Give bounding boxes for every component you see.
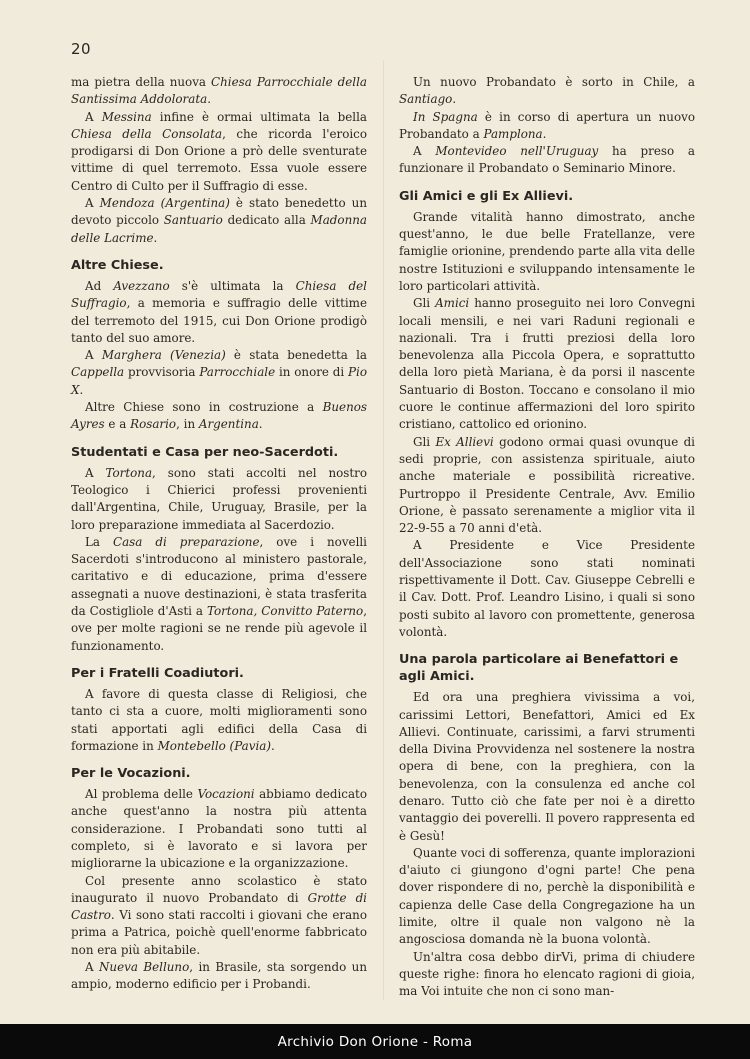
paragraph: Un'altra cosa debbo dirVi, prima di chiudere queste righe: finora ho elencato ragioni di gioia, ma Voi intuite che non ci sono man- — [399, 949, 695, 999]
paragraph: Ed ora una preghiera vivissima a voi, carissimi Lettori, Benefattori, Amici ed Ex Allievi. Continuate, carissimi, a farvi strumenti della Divina Provvidenza nel sostenere la nostra opera di bene, con la preghiera, con la benevolenza, con la consulenza ed anche col denaro. Tutto ciò che fate per noi è a diretto vantaggio dei poverelli. Il povero rappresenta ed è Gesù! — [399, 690, 695, 843]
paragraph: Ad Avezzano s'è ultimata la Chiesa del Suffragio, a memoria e suffragio delle vittime del terremoto del 1915, cui Don Orione prodigò tanto del suo amore. — [71, 278, 367, 345]
section-heading: Studentati e Casa per neo-Sacerdoti. — [71, 444, 339, 460]
left-column — [71, 74, 367, 994]
paragraph: A Tortona, sono stati accolti nel nostro Teologico i Chierici professi provenienti dall'Argentina, Chile, Uruguay, Brasile, per la loro preparazione immediata al Sacerdozio. — [71, 465, 367, 532]
paragraph: A Presidente e Vice Presidente dell'Associazione sono stati nominati rispettivamente il Dott. Cav. Giuseppe Cebrelli e il Cav. Dott. Prof. Leandro Lisino, i quali si sono posti subito al lavoro con promettente, generosa volontà. — [399, 538, 695, 639]
paragraph: A Mendoza (Argentina) è stato benedetto un devoto piccolo Santuario dedicato alla Madonna delle Lacrime. — [71, 196, 367, 245]
paragraph: A Nueva Belluno, in Brasile, sta sorgendo un ampio, moderno edificio per i Probandi. — [71, 960, 367, 992]
section-heading: Gli Amici e gli Ex Allievi. — [399, 188, 574, 204]
page-number: 20 — [71, 40, 92, 58]
paragraph: Un nuovo Probandato è sorto in Chile, a Santiago. — [399, 75, 695, 107]
right-column — [399, 74, 695, 1001]
paragraph: A Marghera (Venezia) è stata benedetta la Cappella provvisoria Parrocchiale in onore di Pio X. — [71, 348, 367, 397]
paragraph: A favore di questa classe di Religiosi, che tanto ci sta a cuore, molti miglioramenti sono stati apportati agli edifici della Casa di formazione in Montebello (Pavia). — [71, 686, 367, 753]
paragraph: Grande vitalità hanno dimostrato, anche quest'anno, le due belle Fratellanze, vere famiglie orionine, prendendo parte alla vita delle nostre Istituzioni e sviluppando intensamente le loro particolari attività. — [399, 209, 695, 293]
section-heading: Per le Vocazioni. — [71, 766, 191, 782]
paragraph: In Spagna è in corso di apertura un nuovo Probandato a Pamplona. — [399, 109, 695, 141]
paragraph: Altre Chiese sono in costruzione a Buenos Ayres e a Rosario, in Argentina. — [71, 400, 367, 432]
paragraph: Gli Amici hanno proseguito nei loro Convegni locali mensili, e nei vari Raduni regionali e nazionali. Tra i frutti preziosi della loro benevolenza alla Piccola Opera, e soprattutto della loro pietà Mariana, è da porsi il nascente Santuario di Boston. Toccano e consolano il mio cuore le continue affermazioni del loro spirito cristiano, cattolico ed orionino. — [399, 296, 695, 432]
paragraph: Gli Ex Allievi godono ormai quasi ovunque di sedi proprie, con assistenza spirituale, aiuto anche materiale e possibilità ricreative. Purtroppo il Presidente Centrale, Avv. Emilio Orione, è passato serenamente a miglior vita il 22-9-55 a 70 anni d'età. — [399, 434, 695, 536]
paragraph: ma pietra della nuova Chiesa Parrocchiale della Santissima Addolorata. — [71, 75, 367, 107]
section-heading: Per i Fratelli Coadiutori. — [71, 665, 244, 681]
section-heading: Una parola particolare ai Benefattori e agli Amici. — [399, 652, 679, 685]
paragraph: Col presente anno scolastico è stato inaugurato il nuovo Probandato di Grotte di Castro. Vi sono stati raccolti i giovani che erano prima a Patrica, poichè quell'enorme fabbricato non era più abitabile. — [71, 873, 367, 957]
archive-footer: Archivio Don Orione - Roma — [0, 1024, 750, 1059]
paragraph: Quante voci di sofferenza, quante implorazioni d'aiuto ci giungono d'ogni parte! Che pena dover rispondere di no, perchè la disponibilità e capienza delle Case della Congregazione ha un limite, oltre il quale non valgono nè la angosciosa domanda nè la buona volontà. — [399, 845, 695, 947]
paragraph: A Montevideo nell'Uruguay ha preso a funzionare il Probandato o Seminario Minore. — [399, 144, 695, 176]
paragraph: La Casa di preparazione, ove i novelli Sacerdoti s'introducono al ministero pastorale, caritativo e di educazione, prima d'essere assegnati a nuove destinazioni, è stata trasferita da Costigliole d'Asti a Tortona, Convitto Paterno, ove per molte ragioni se ne rende più agevole il funzionamento. — [71, 534, 367, 653]
page-crease — [383, 60, 384, 1000]
paragraph: A Messina infine è ormai ultimata la bella Chiesa della Consolata, che ricorda l'eroico prodigarsi di Don Orione a prò delle sventurate vittime di quel terremoto. Essa vuole essere Centro di Culto per il Suffragio di esse. — [71, 109, 367, 193]
section-heading: Altre Chiese. — [71, 257, 164, 273]
paragraph: Al problema delle Vocazioni abbiamo dedicato anche quest'anno la nostra più attenta considerazione. I Probandati sono tutti al completo, si è lavorato e si lavora per migliorarne la ubicazione e la organizzazione. — [71, 787, 367, 871]
